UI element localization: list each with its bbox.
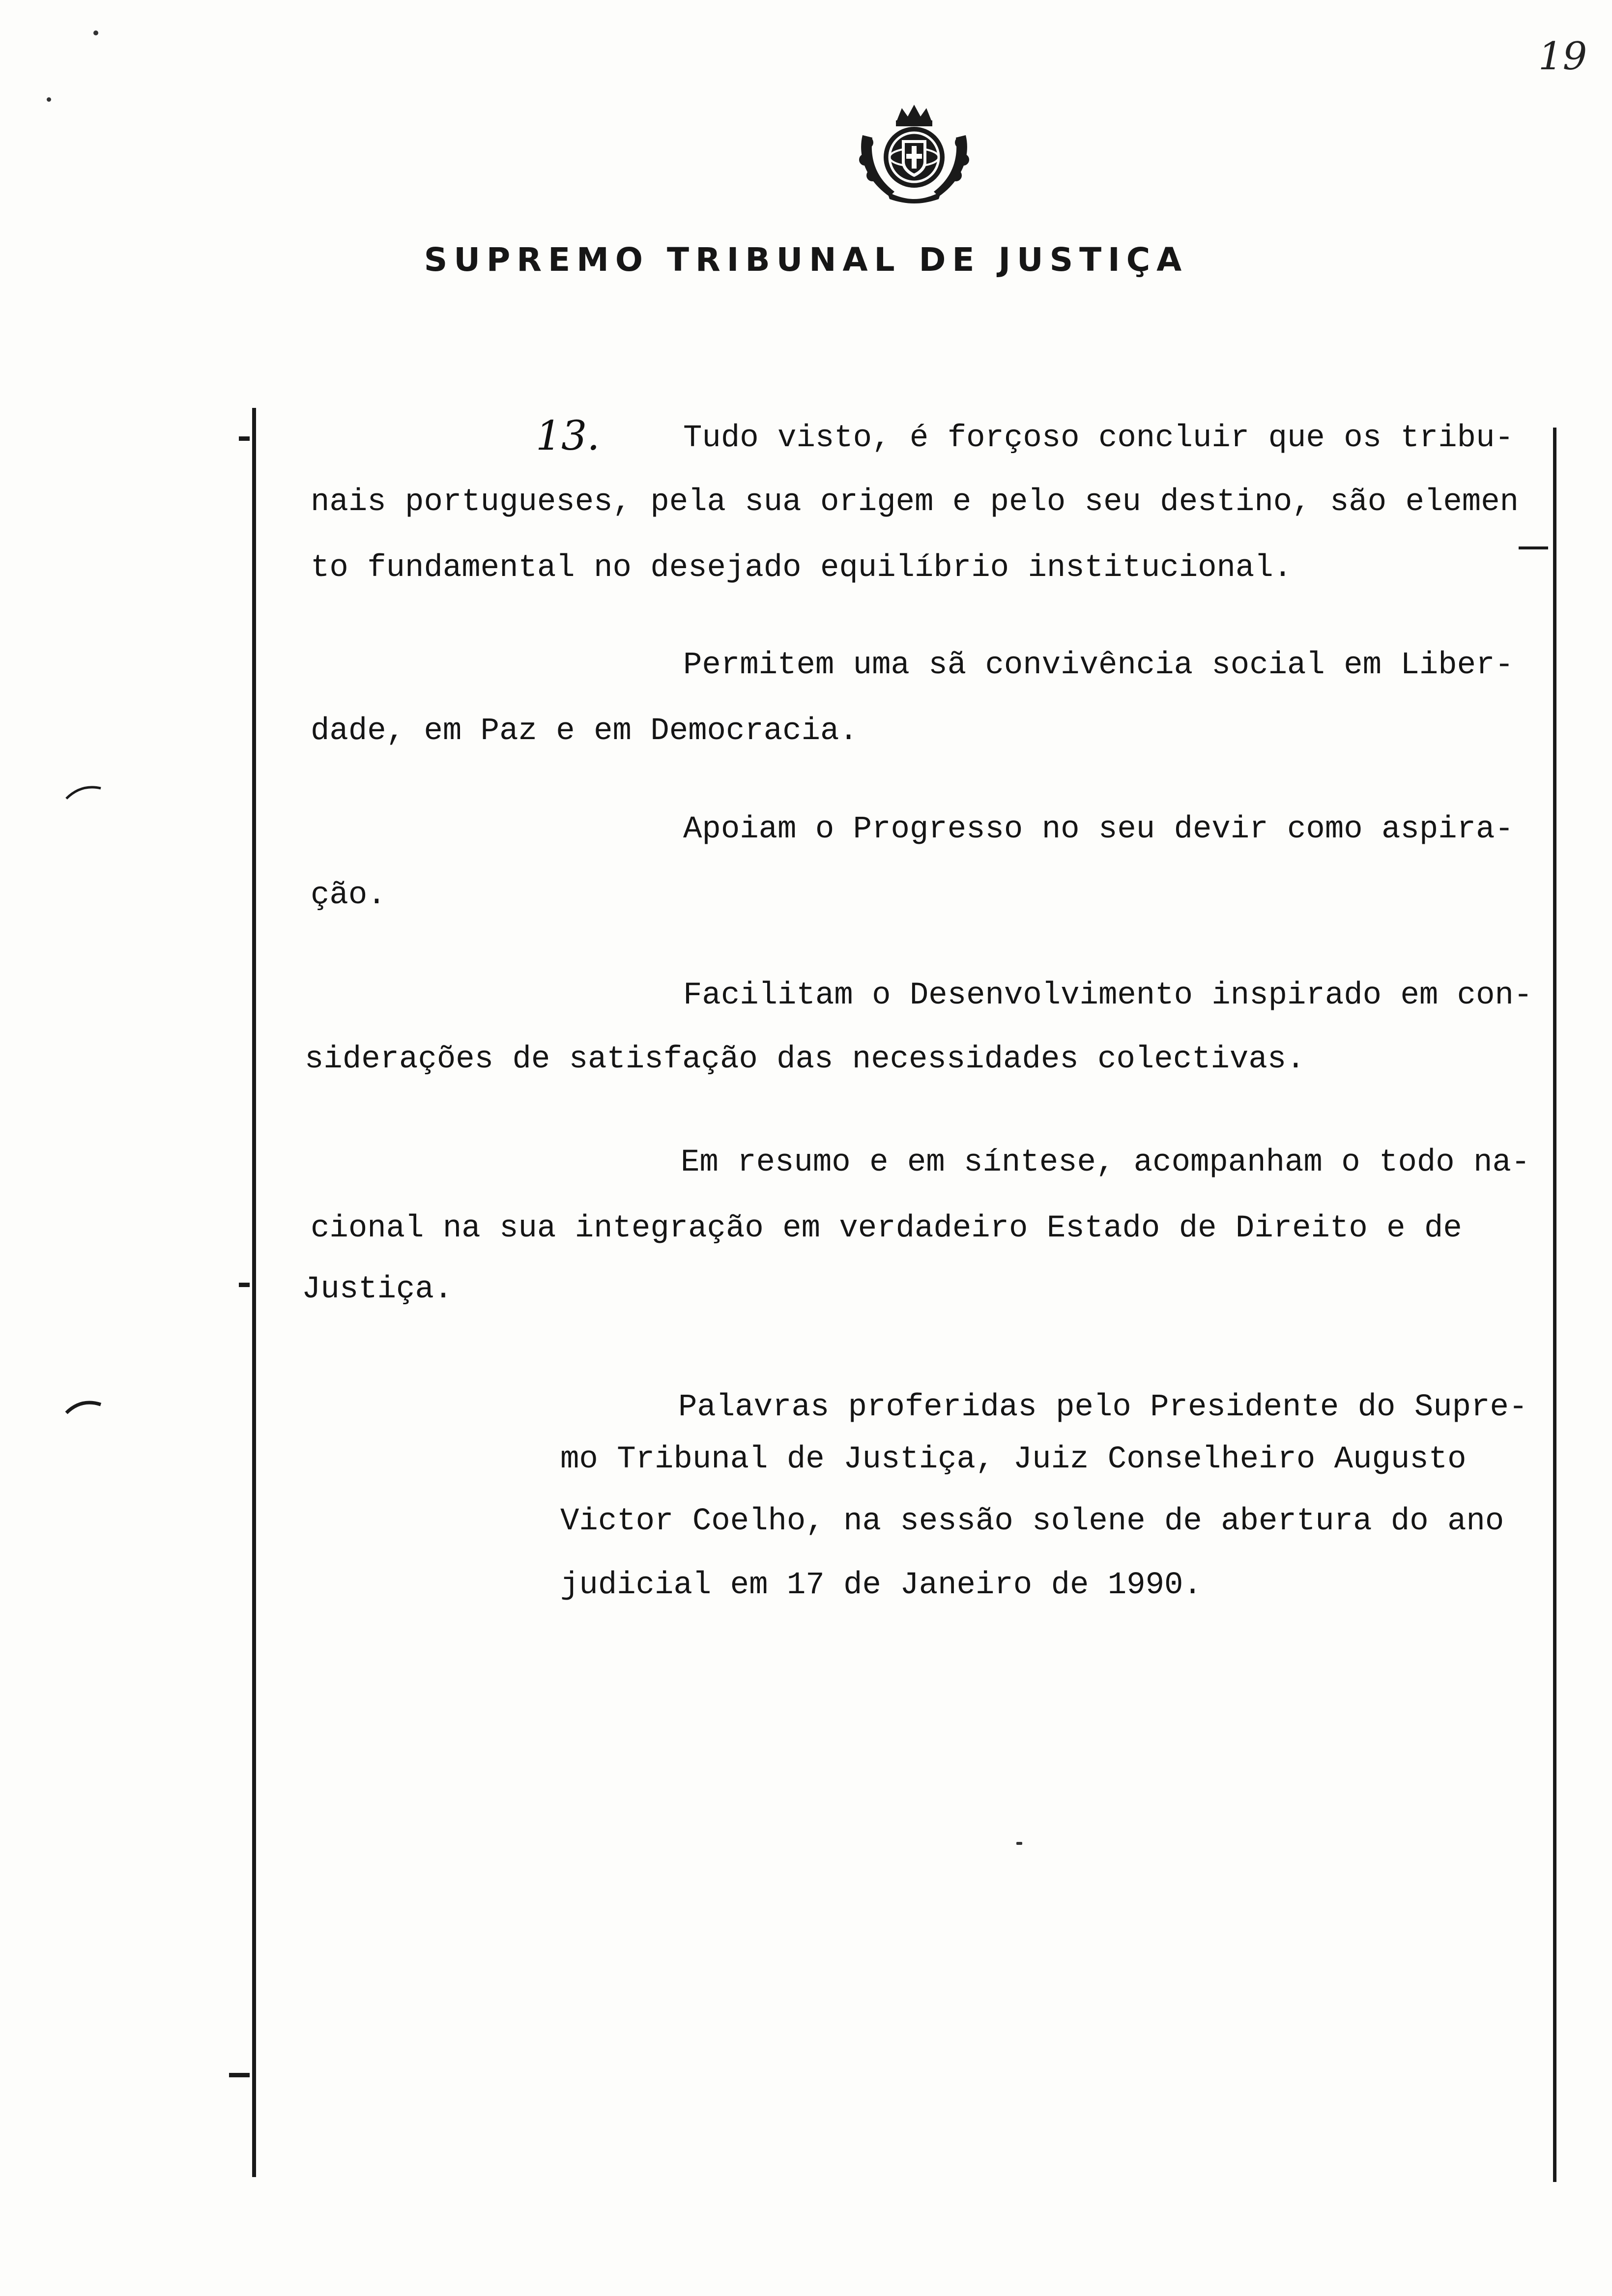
- text-line: siderações de satisfação das necessidades colectivas.: [305, 1042, 1305, 1077]
- text-line: Facilitam o Desenvolvimento inspirado em con-: [683, 978, 1533, 1013]
- text-line: to fundamental no desejado equilíbrio institucional.: [311, 550, 1293, 586]
- text-line: Justiça.: [302, 1272, 453, 1307]
- page-number: 19: [1538, 34, 1587, 79]
- margin-tick: [229, 2073, 250, 2077]
- institution-heading: SUPREMO TRIBUNAL DE JUSTIÇA: [424, 241, 1188, 279]
- text-line: nais portugueses, pela sua origem e pelo seu destino, são elemen: [311, 485, 1519, 520]
- text-line: Permitem uma sã convivência social em Liber-: [683, 648, 1514, 683]
- text-line: dade, em Paz e em Democracia.: [311, 714, 858, 749]
- text-line: Tudo visto, é forçoso concluir que os tribu-: [683, 421, 1514, 456]
- margin-curve-mark: [64, 781, 103, 801]
- speck: [47, 97, 51, 102]
- underline-mark: [1519, 546, 1548, 549]
- margin-tick: [239, 1283, 250, 1287]
- margin-tick: [239, 436, 250, 441]
- margin-curve-mark: [64, 1396, 103, 1415]
- text-line: Palavras proferidas pelo Presidente do Supre-: [678, 1390, 1528, 1425]
- text-line: Victor Coelho, na sessão solene de abertura do ano: [560, 1504, 1504, 1539]
- text-line: cional na sua integração em verdadeiro Estado de Direito e de: [311, 1211, 1462, 1246]
- left-margin-rule: [252, 408, 256, 2177]
- speck: [1016, 1842, 1022, 1845]
- text-line: judicial em 17 de Janeiro de 1990.: [560, 1568, 1202, 1603]
- speck: [93, 30, 98, 35]
- coat-of-arms-icon: [853, 101, 976, 204]
- paragraph-number: 13.: [536, 413, 600, 459]
- text-line: mo Tribunal de Justiça, Juiz Conselheiro Augusto: [560, 1442, 1467, 1477]
- text-line: Em resumo e em síntese, acompanham o todo na-: [681, 1145, 1530, 1180]
- right-margin-rule: [1553, 428, 1556, 2182]
- text-line: Apoiam o Progresso no seu devir como aspira-: [683, 812, 1514, 847]
- text-line: ção.: [311, 878, 386, 913]
